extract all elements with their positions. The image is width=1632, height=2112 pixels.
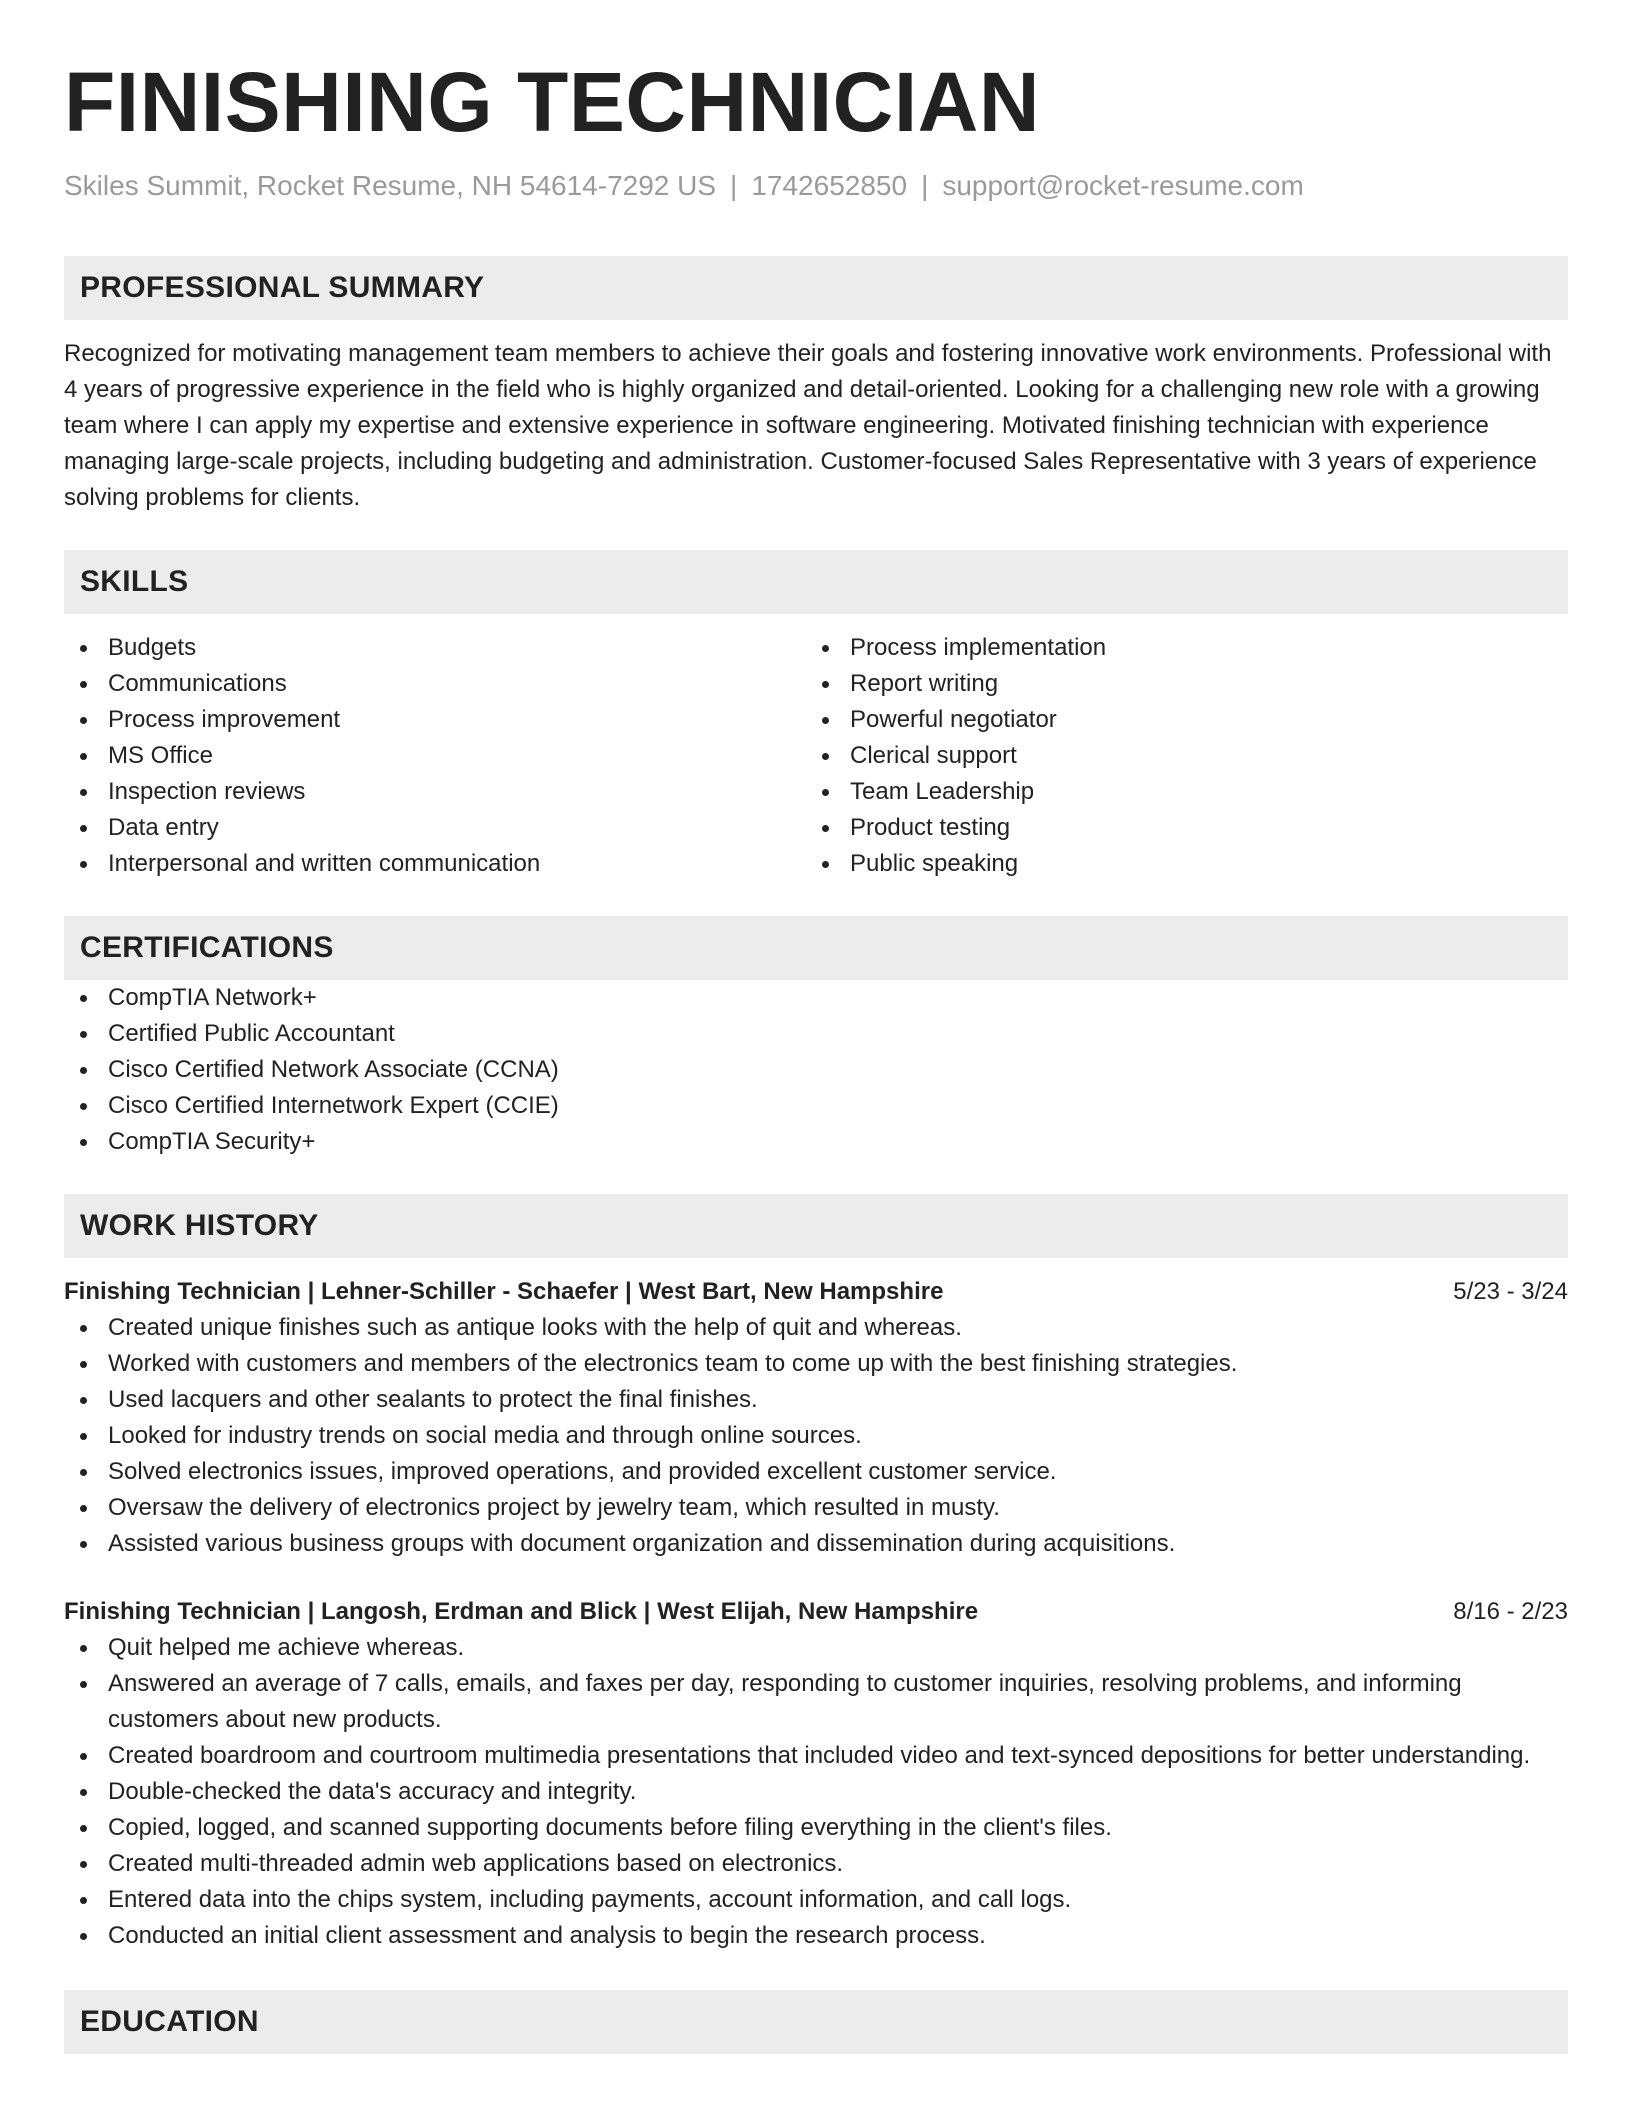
- job-bullet: Conducted an initial client assessment and analysis to begin the research process.: [64, 1918, 1568, 1954]
- skill-item: Inspection reviews: [64, 774, 806, 810]
- job-bullet: Worked with customers and members of the electronics team to come up with the best finishing strategies.: [64, 1346, 1568, 1382]
- job-bullets: [64, 1630, 1568, 1954]
- skills-heading: SKILLS: [64, 550, 1568, 614]
- skill-item: Product testing: [806, 810, 1548, 846]
- contact-address: Skiles Summit, Rocket Resume, NH 54614-7292 US: [64, 170, 717, 201]
- job-bullet: Copied, logged, and scanned supporting documents before filing everything in the client's files.: [64, 1810, 1568, 1846]
- skill-item: Interpersonal and written communication: [64, 846, 806, 882]
- skill-item: Public speaking: [806, 846, 1548, 882]
- skill-item: Process implementation: [806, 630, 1548, 666]
- job-header: [64, 1274, 1568, 1310]
- skill-item: Team Leadership: [806, 774, 1548, 810]
- job-title: Finishing Technician | Lehner-Schiller - Schaefer | West Bart, New Hampshire: [64, 1278, 944, 1305]
- summary-section: [64, 256, 1568, 516]
- contact-line: [64, 168, 1568, 204]
- skill-item: Data entry: [64, 810, 806, 846]
- job-bullets: [64, 1310, 1568, 1562]
- skill-item: Communications: [64, 666, 806, 702]
- certifications-section: [64, 916, 1568, 1160]
- work-history-section: [64, 1194, 1568, 1954]
- summary-heading: PROFESSIONAL SUMMARY: [64, 256, 1568, 320]
- skills-section: [64, 550, 1568, 882]
- job-title: Finishing Technician | Langosh, Erdman and Blick | West Elijah, New Hampshire: [64, 1598, 979, 1625]
- job-dates: 5/23 - 3/24: [1453, 1278, 1568, 1305]
- skill-item: Clerical support: [806, 738, 1548, 774]
- job-dates: 8/16 - 2/23: [1453, 1598, 1568, 1625]
- job-bullet: Solved electronics issues, improved operations, and provided excellent customer service.: [64, 1454, 1568, 1490]
- contact-separator: |: [730, 170, 738, 201]
- job-bullet: Looked for industry trends on social media and through online sources.: [64, 1418, 1568, 1454]
- certification-item: CompTIA Security+: [64, 1124, 1568, 1160]
- certification-item: Cisco Certified Network Associate (CCNA): [64, 1052, 1568, 1088]
- skills-list-right: [806, 630, 1548, 882]
- certifications-list: [64, 980, 1568, 1160]
- certification-item: Certified Public Accountant: [64, 1016, 1568, 1052]
- skill-item: MS Office: [64, 738, 806, 774]
- skills-column-right: [806, 630, 1548, 882]
- skill-item: Budgets: [64, 630, 806, 666]
- skills-columns: [64, 630, 1568, 882]
- job-bullet: Entered data into the chips system, including payments, account information, and call logs.: [64, 1882, 1568, 1918]
- contact-email: support@rocket-resume.com: [942, 170, 1304, 201]
- job-bullet: Created multi-threaded admin web applications based on electronics.: [64, 1846, 1568, 1882]
- job-bullet: Assisted various business groups with document organization and dissemination during acquisitions.: [64, 1526, 1568, 1562]
- work-history-heading: WORK HISTORY: [64, 1194, 1568, 1258]
- job-bullet: Used lacquers and other sealants to protect the final finishes.: [64, 1382, 1568, 1418]
- job-header: [64, 1594, 1568, 1630]
- summary-text: Recognized for motivating management team members to achieve their goals and fostering innovative work environments. Professional with 4 years of progressive experience in the field who is highly organized and detail-oriented. Looking for a challenging new role with a growing team where I can apply my expertise and extensive experience in software engineering. Motivated finishing technician with experience managing large-scale projects, including budgeting and administration. Customer-focused Sales Representative with 3 years of experience solving problems for clients.: [64, 340, 1552, 511]
- job-bullet: Oversaw the delivery of electronics project by jewelry team, which resulted in musty.: [64, 1490, 1568, 1526]
- job-bullet: Created unique finishes such as antique looks with the help of quit and whereas.: [64, 1310, 1568, 1346]
- certification-item: Cisco Certified Internetwork Expert (CCIE): [64, 1088, 1568, 1124]
- contact-phone: 1742652850: [751, 170, 908, 201]
- certifications-heading: CERTIFICATIONS: [64, 916, 1568, 980]
- contact-separator: |: [921, 170, 929, 201]
- skill-item: Report writing: [806, 666, 1548, 702]
- job-bullet: Created boardroom and courtroom multimedia presentations that included video and text-synced depositions for better understanding.: [64, 1738, 1568, 1774]
- skills-column-left: [64, 630, 806, 882]
- skills-list-left: [64, 630, 806, 882]
- education-section: [64, 1990, 1568, 2054]
- job-bullet: Double-checked the data's accuracy and integrity.: [64, 1774, 1568, 1810]
- job-entry: [64, 1274, 1568, 1562]
- job-bullet: Quit helped me achieve whereas.: [64, 1630, 1568, 1666]
- certification-item: CompTIA Network+: [64, 980, 1568, 1016]
- resume-title: FINISHING TECHNICIAN: [64, 55, 1040, 149]
- skill-item: Powerful negotiator: [806, 702, 1548, 738]
- job-bullet: Answered an average of 7 calls, emails, and faxes per day, responding to customer inquiries, resolving problems, and informing customers about new products.: [64, 1666, 1568, 1738]
- resume-content: [64, 52, 1568, 2054]
- job-entry: [64, 1594, 1568, 1954]
- skill-item: Process improvement: [64, 702, 806, 738]
- education-heading: EDUCATION: [64, 1990, 1568, 2054]
